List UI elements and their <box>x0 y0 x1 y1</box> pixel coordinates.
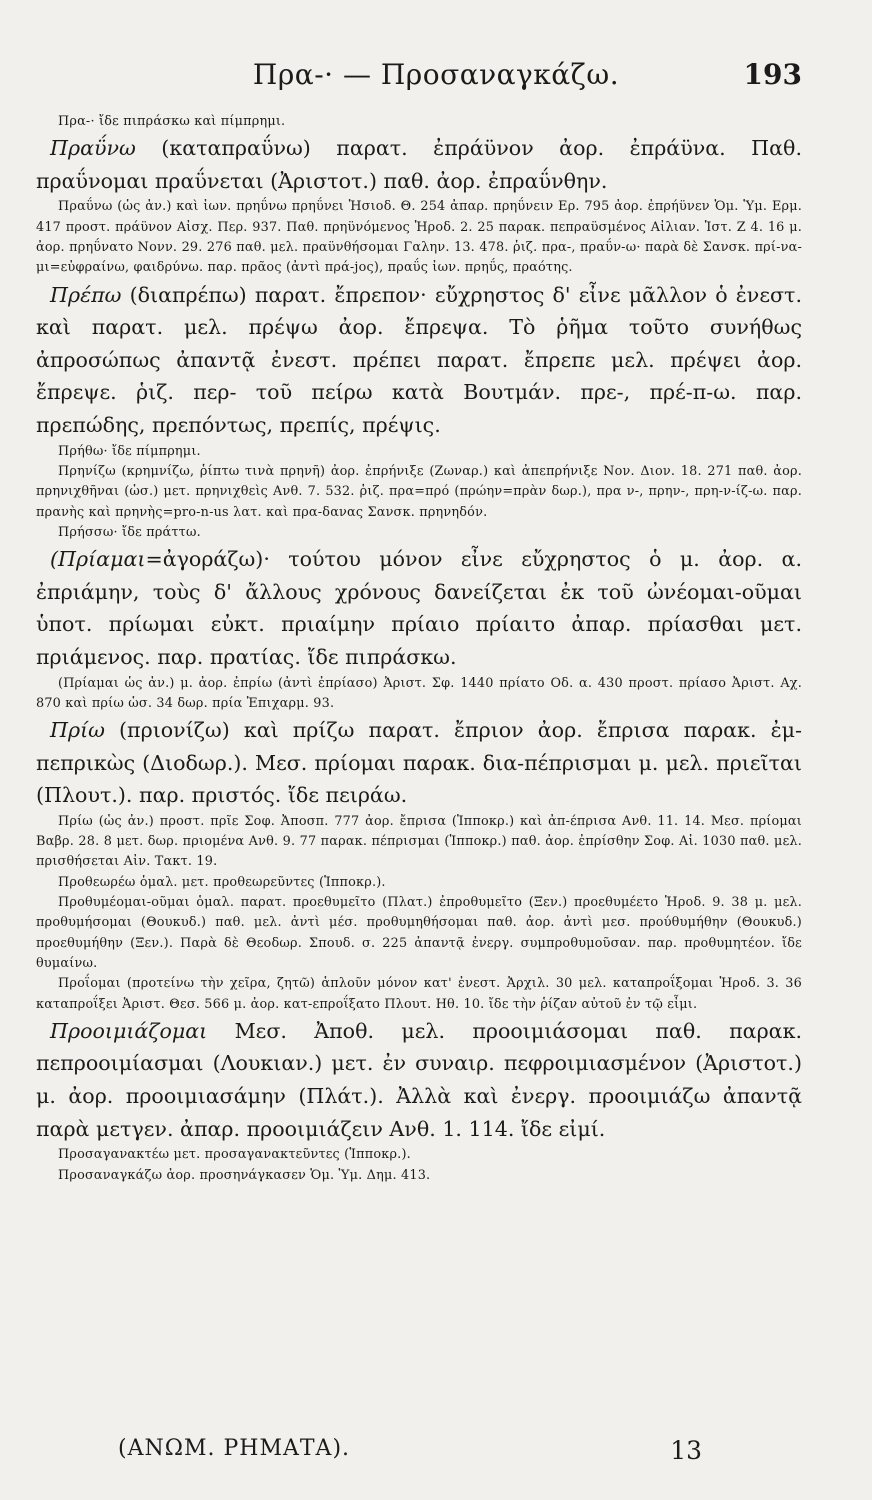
entry-lemma: Πραΰνω <box>58 199 113 215</box>
dictionary-entry <box>36 1015 802 1145</box>
dictionary-entry <box>36 1166 802 1186</box>
dictionary-entry <box>36 1145 802 1165</box>
entry-text: μετ. προσαγανακτεῦντες (Ἱπποκρ.). <box>169 1147 411 1163</box>
dictionary-entry <box>36 873 802 893</box>
page-footer <box>0 1436 872 1466</box>
entry-text: (διαπρέπω) παρατ. ἔπρεπον· εὔχρηστος δ' εἶνε μᾶλλον ὁ ἐνεστ. καὶ παρατ. μελ. πρέψω ἀορ. ἔπρεψα. Τὸ ῥῆμα τοῦτο συνήθως ἀπροσώπως ἀπαντᾷ ἐνεστ. πρέπει παρατ. ἔπρεπε μελ. πρέψει ἀορ. ἔπρεψε. ῥιζ. περ- τοῦ πείρω κατὰ Βουτμάν. πρε-, πρέ-π-ω. παρ. πρεπώδης, πρεπόντως, πρεπίς, πρέψις. <box>36 282 802 438</box>
entry-text: ἴδε πιπράσκω καὶ πίμπρημι. <box>94 114 286 129</box>
entries-body <box>36 112 802 1186</box>
entry-text: (ὡς ἀν.) προστ. πρῖε Σοφ. Ἀποσπ. 777 ἀορ. ἔπρισα (Ἱπποκρ.) καὶ ἀπ-έπρισα Ανθ. 11. 14. Μεσ. πρίομαι Βαβρ. 28. 8 μετ. δωρ. πριομένα Ανθ. 9. 77 παρακ. πέπρισμαι (Ἱπποκρ.) παθ. ἀορ. ἐπρίσθην Σοφ. Αἰ. 1030 παθ. μελ. πρισθήσεται Αἰν. Τακτ. 19. <box>36 813 802 870</box>
entry-text: ὁμαλ. μετ. προθεωρεῦντες (Ἱπποκρ.). <box>135 874 386 890</box>
entry-lemma: Πραΰνω <box>50 136 136 161</box>
dictionary-entry <box>36 112 802 132</box>
dictionary-entry <box>36 674 802 715</box>
entry-text: ἴδε πίμπρημι. <box>107 443 201 459</box>
entry-text: (κρημνίζω, ῥίπτω τινὰ πρηνῆ) ἀορ. ἐπρήνιξε (Ζωναρ.) καὶ ἀπεπρήνιξε Νον. Διον. 18. 271 παθ. ἀορ. πρηνιχθῆναι (ὡσ.) μετ. πρηνιχθεὶς Ανθ. 7. 532. ῥιζ. πρα=πρό (πρώην=πρὰν δωρ.), πρα ν-, πρην-, πρη-ν-ίζ-ω. παρ. πρανὴς καὶ πρηνὴς=pro-n-us λατ. καὶ πρα-δανας Σανσκ. πρηνηδόν. <box>36 463 802 520</box>
dictionary-entry <box>36 974 802 1015</box>
entry-lemma: Πρα-· <box>58 114 95 129</box>
entry-text: (ὡς ἀν.) καὶ ἰων. πρηΰνω πρηΰνει Ἡσιοδ. Θ. 254 ἀπαρ. πρηΰνειν Ερ. 795 ἀορ. ἐπρήϋνεν Ὁμ. Ὑμ. Ερμ. 417 προστ. πράϋνον Αἰσχ. Περ. 937. Παθ. πρηϋνόμενος Ἡροδ. 2. 25 παρακ. πεπραϋσμένος Αἰλιαν. Ἱστ. Ζ 4. 16 μ. ἀορ. πρηΰνατο Νονν. 29. 276 παθ. μελ. πραϋνθήσομαι Γαλην. 13. 478. ῥιζ. πρα-, πραΰν-ω· παρὰ δὲ Σανσκ. πρί-να-μι=εὐφραίνω, φαιδρύνω. παρ. πρᾶος (ἀντὶ πρά-jος), πραΰς ἰων. πρηΰς, πραότης. <box>36 199 802 276</box>
entry-text: (προτείνω τὴν χεῖρα, ζητῶ) ἁπλοῦν μόνον κατ' ἐνεστ. Ἀρχιλ. 30 μελ. καταπροΐξομαι Ἡροδ. 3. 36 καταπροΐξει Ἀριστ. Θεσ. 566 μ. ἀορ. κατ-επροΐξατο Πλουτ. Ηθ. 10. ἴδε τὴν ῥίζαν αὐτοῦ ἐν τῷ εἶμι. <box>36 976 802 1012</box>
entry-lemma: Πρέπω <box>50 282 122 307</box>
entry-lemma: Πρίω <box>50 718 105 743</box>
entry-lemma: Προθυμέομαι-οῦμαι <box>58 895 190 911</box>
dictionary-entry <box>36 893 802 974</box>
page-title: Πρα-· — Προσαναγκάζω. <box>252 58 620 91</box>
dictionary-entry <box>36 523 802 543</box>
dictionary-entry <box>36 132 802 197</box>
entry-text: (καταπραΰνω) παρατ. ἐπράϋνον ἀορ. ἐπράϋνα. Παθ. πραΰνομαι πραΰνεται (Ἀριστοτ.) παθ. ἀορ. ἐπραΰνθην. <box>36 136 802 193</box>
dictionary-entry <box>36 812 802 873</box>
dictionary-entry <box>36 714 802 812</box>
running-head <box>0 58 872 92</box>
entry-text: ἀορ. προσηνάγκασεν Ὁμ. Ὑμ. Δημ. 413. <box>162 1167 431 1183</box>
entry-lemma: Προθεωρέω <box>58 874 136 890</box>
entry-lemma: Προοιμιάζομαι <box>50 1018 208 1043</box>
entry-lemma: Πρήθω· <box>58 443 108 459</box>
dictionary-entry <box>36 279 802 442</box>
entry-lemma: (Πρίαμαι <box>50 547 146 572</box>
entry-lemma: Πρήσσω· <box>58 524 118 540</box>
entry-lemma: Προΐομαι <box>58 976 121 992</box>
entry-lemma: Προσαγανακτέω <box>58 1147 170 1163</box>
entry-lemma: (Πρίαμαι <box>58 675 119 691</box>
entry-lemma: Πρίω <box>58 813 93 829</box>
sheet-number: 13 <box>670 1436 702 1465</box>
entry-text: ὡς ἀν.) μ. ἀορ. ἐπρίω (ἀντὶ ἐπρίασο) Ἀριστ. Σφ. 1440 πρίατο Οδ. α. 430 προστ. πρίασο Ἀριστ. Αχ. 870 καὶ πρίω ὡσ. 34 δωρ. πρία Ἐπιχαρμ. 93. <box>36 675 802 711</box>
dictionary-entry <box>36 197 802 278</box>
page-number: 193 <box>743 58 802 91</box>
entry-lemma: Προσαναγκάζω <box>58 1167 163 1183</box>
entry-lemma: Πρηνίζω <box>58 463 116 479</box>
dictionary-entry <box>36 442 802 462</box>
dictionary-entry <box>36 543 802 673</box>
entry-text: ὁμαλ. παρατ. προεθυμεῖτο (Πλατ.) ἐπροθυμεῖτο (Ξεν.) προεθυμέετο Ἡροδ. 9. 38 μ. μελ. προθυμήσομαι (Θουκυδ.) παθ. μελ. ἀντὶ μέσ. προθυμηθήσομαι παθ. ἀορ. ἀντὶ μεσ. προύθυμήθην (Θουκυδ.) προεθυμήθην (Ξεν.). Παρὰ δὲ Θεοδωρ. Σπουδ. σ. 225 ἀπαντᾷ ἐνεργ. συμπροθυμοῦσαν. παρ. προθυμητέον. ἴδε θυμαίνω. <box>36 895 802 971</box>
entry-text: (πριονίζω) καὶ πρίζω παρατ. ἔπριον ἀορ. ἔπρισα παρακ. ἐμ-πεπρικὼς (Διοδωρ.). Μεσ. πρίομαι παρακ. δια-πέπρισμαι μ. μελ. πριεῖται (Πλουτ.). παρ. πριστός. ἴδε πειράω. <box>36 718 802 808</box>
signature-mark: (ΑΝΩΜ. ΡΗΜΑΤΑ). <box>118 1436 351 1461</box>
entry-text: Μεσ. Ἀποθ. μελ. προοιμιάσομαι παθ. παρακ. πεπροοιμίασμαι (Λουκιαν.) μετ. ἐν συναιρ. πεφροιμιασμένον (Ἀριστοτ.) μ. ἀορ. προοιμιασάμην (Πλάτ.). Ἀλλὰ καὶ ἐνεργ. προοιμιάζω ἀπαντᾷ παρὰ μετγεν. ἀπαρ. προοιμιάζειν Ανθ. 1. 114. ἴδε εἰμί. <box>36 1018 802 1141</box>
dictionary-entry <box>36 462 802 523</box>
entry-text: ἴδε πράττω. <box>117 524 201 540</box>
entry-text: =ἀγοράζω)· τούτου μόνον εἶνε εὔχρηστος ὁ μ. ἀορ. α. ἐπριάμην, τοὺς δ' ἄλλους χρόνους δανείζεται ἐκ τοῦ ὠνέομαι-οῦμαι ὑποτ. πρίωμαι εὐκτ. πριαίμην πρίαιο πρίαιτο ἀπαρ. πρίασθαι μετ. πριάμενος. παρ. πρατίας. ἴδε πιπράσκω. <box>36 547 802 669</box>
